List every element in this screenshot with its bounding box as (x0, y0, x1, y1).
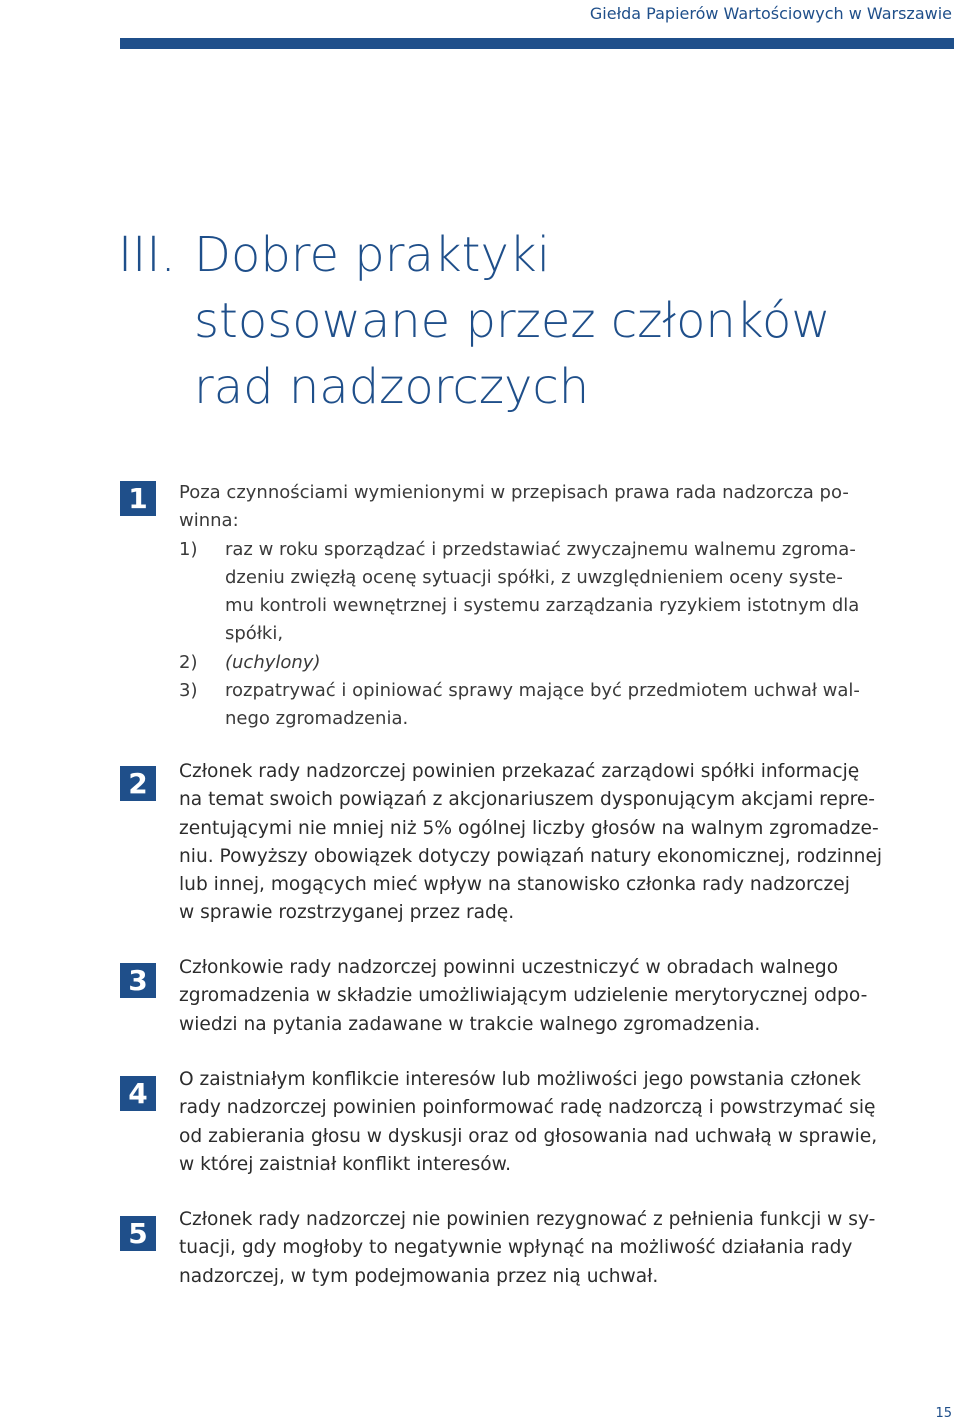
list-item (179, 677, 954, 734)
section-3 (179, 954, 954, 1039)
section-badge-3: 3 (120, 963, 156, 998)
list-item-number: 2) (179, 651, 198, 673)
section-text-line: wiedzi na pytania zadawane w trakcie walnego zgromadzenia. (179, 1013, 761, 1035)
list-item-line: rozpatrywać i opiniować sprawy mające być przedmiotem uchwał wal- (225, 680, 860, 702)
chapter-title-line: rad nadzorczych (194, 359, 590, 415)
section-badge-2: 2 (120, 766, 156, 801)
chapter-title-line: Dobre praktyki (194, 227, 551, 283)
header-rule (120, 38, 954, 49)
section-text-line: tuacji, gdy mogłoby to negatywnie wpłynąć na możliwość działania rady (179, 1237, 853, 1259)
section-text-line: w sprawie rozstrzyganej przez radę. (179, 902, 515, 924)
list-item-line: raz w roku sporządzać i przedstawiać zwyczajnemu walnemu zgroma- (225, 538, 856, 560)
page-number: 15 (935, 1406, 952, 1421)
section-text-line: O zaistniałym konflikcie interesów lub możliwości jego powstania członek (179, 1069, 861, 1090)
list-item-line: mu kontroli wewnętrznej i systemu zarządzania ryzykiem istotnym dla (225, 595, 860, 617)
list-item (179, 536, 954, 649)
chapter-title (194, 222, 914, 420)
section-1 (179, 479, 954, 734)
section-text-line: zgromadzenia w składzie umożliwiającym udzielenie merytorycznej odpo- (179, 985, 868, 1007)
section-text-line: Poza czynnościami wymienionymi w przepisach prawa rada nadzorcza po- (179, 482, 849, 503)
section-text-line: nadzorczej, w tym podejmowania przez nią uchwał. (179, 1265, 659, 1287)
list-item-line: (uchylony) (225, 651, 321, 673)
section-text-line: na temat swoich powiązań z akcjonariuszem dysponującym akcjami repre- (179, 789, 876, 811)
section-text-line: Członkowie rady nadzorczej powinni uczestniczyć w obradach walnego (179, 957, 839, 978)
section-text-line: zentującymi nie mniej niż 5% ogólnej liczby głosów na walnym zgromadze- (179, 817, 879, 839)
list-item-line: spółki, (225, 623, 284, 645)
list-item-number: 1) (179, 538, 198, 560)
section-text-line: Członek rady nadzorczej powinien przekazać zarządowi spółki informację (179, 761, 860, 782)
running-header: Giełda Papierów Wartościowych w Warszawie (589, 4, 952, 23)
section-text-line: winna: (179, 510, 239, 532)
section-text-line: rady nadzorczej powinien poinformować radę nadzorczą i powstrzymać się (179, 1097, 876, 1119)
section-5 (179, 1206, 954, 1291)
chapter-title-line: stosowane przez członków (194, 293, 831, 349)
section-badge-4: 4 (120, 1076, 156, 1111)
list-item (179, 649, 954, 677)
section-4 (179, 1066, 954, 1179)
section-2 (179, 758, 954, 928)
section-text-line: Członek rady nadzorczej nie powinien rezygnować z pełnienia funkcji w sy- (179, 1209, 876, 1230)
chapter-number: III. (118, 227, 176, 283)
list-item-line: dzeniu zwięzłą ocenę sytuacji spółki, z uwzględnieniem oceny syste- (225, 566, 843, 588)
section-text-line: lub innej, mogących mieć wpływ na stanowisko członka rady nadzorczej (179, 874, 850, 896)
list-item-number: 3) (179, 680, 198, 702)
section-badge-5: 5 (120, 1216, 156, 1251)
section-text-line: od zabierania głosu w dyskusji oraz od głosowania nad uchwałą w sprawie, (179, 1125, 878, 1147)
section-text-line: niu. Powyższy obowiązek dotyczy powiązań natury ekonomicznej, rodzinnej (179, 845, 883, 867)
list-item-line: nego zgromadzenia. (225, 708, 409, 730)
section-badge-1: 1 (120, 481, 156, 516)
section-text-line: w której zaistniał konflikt interesów. (179, 1153, 512, 1175)
